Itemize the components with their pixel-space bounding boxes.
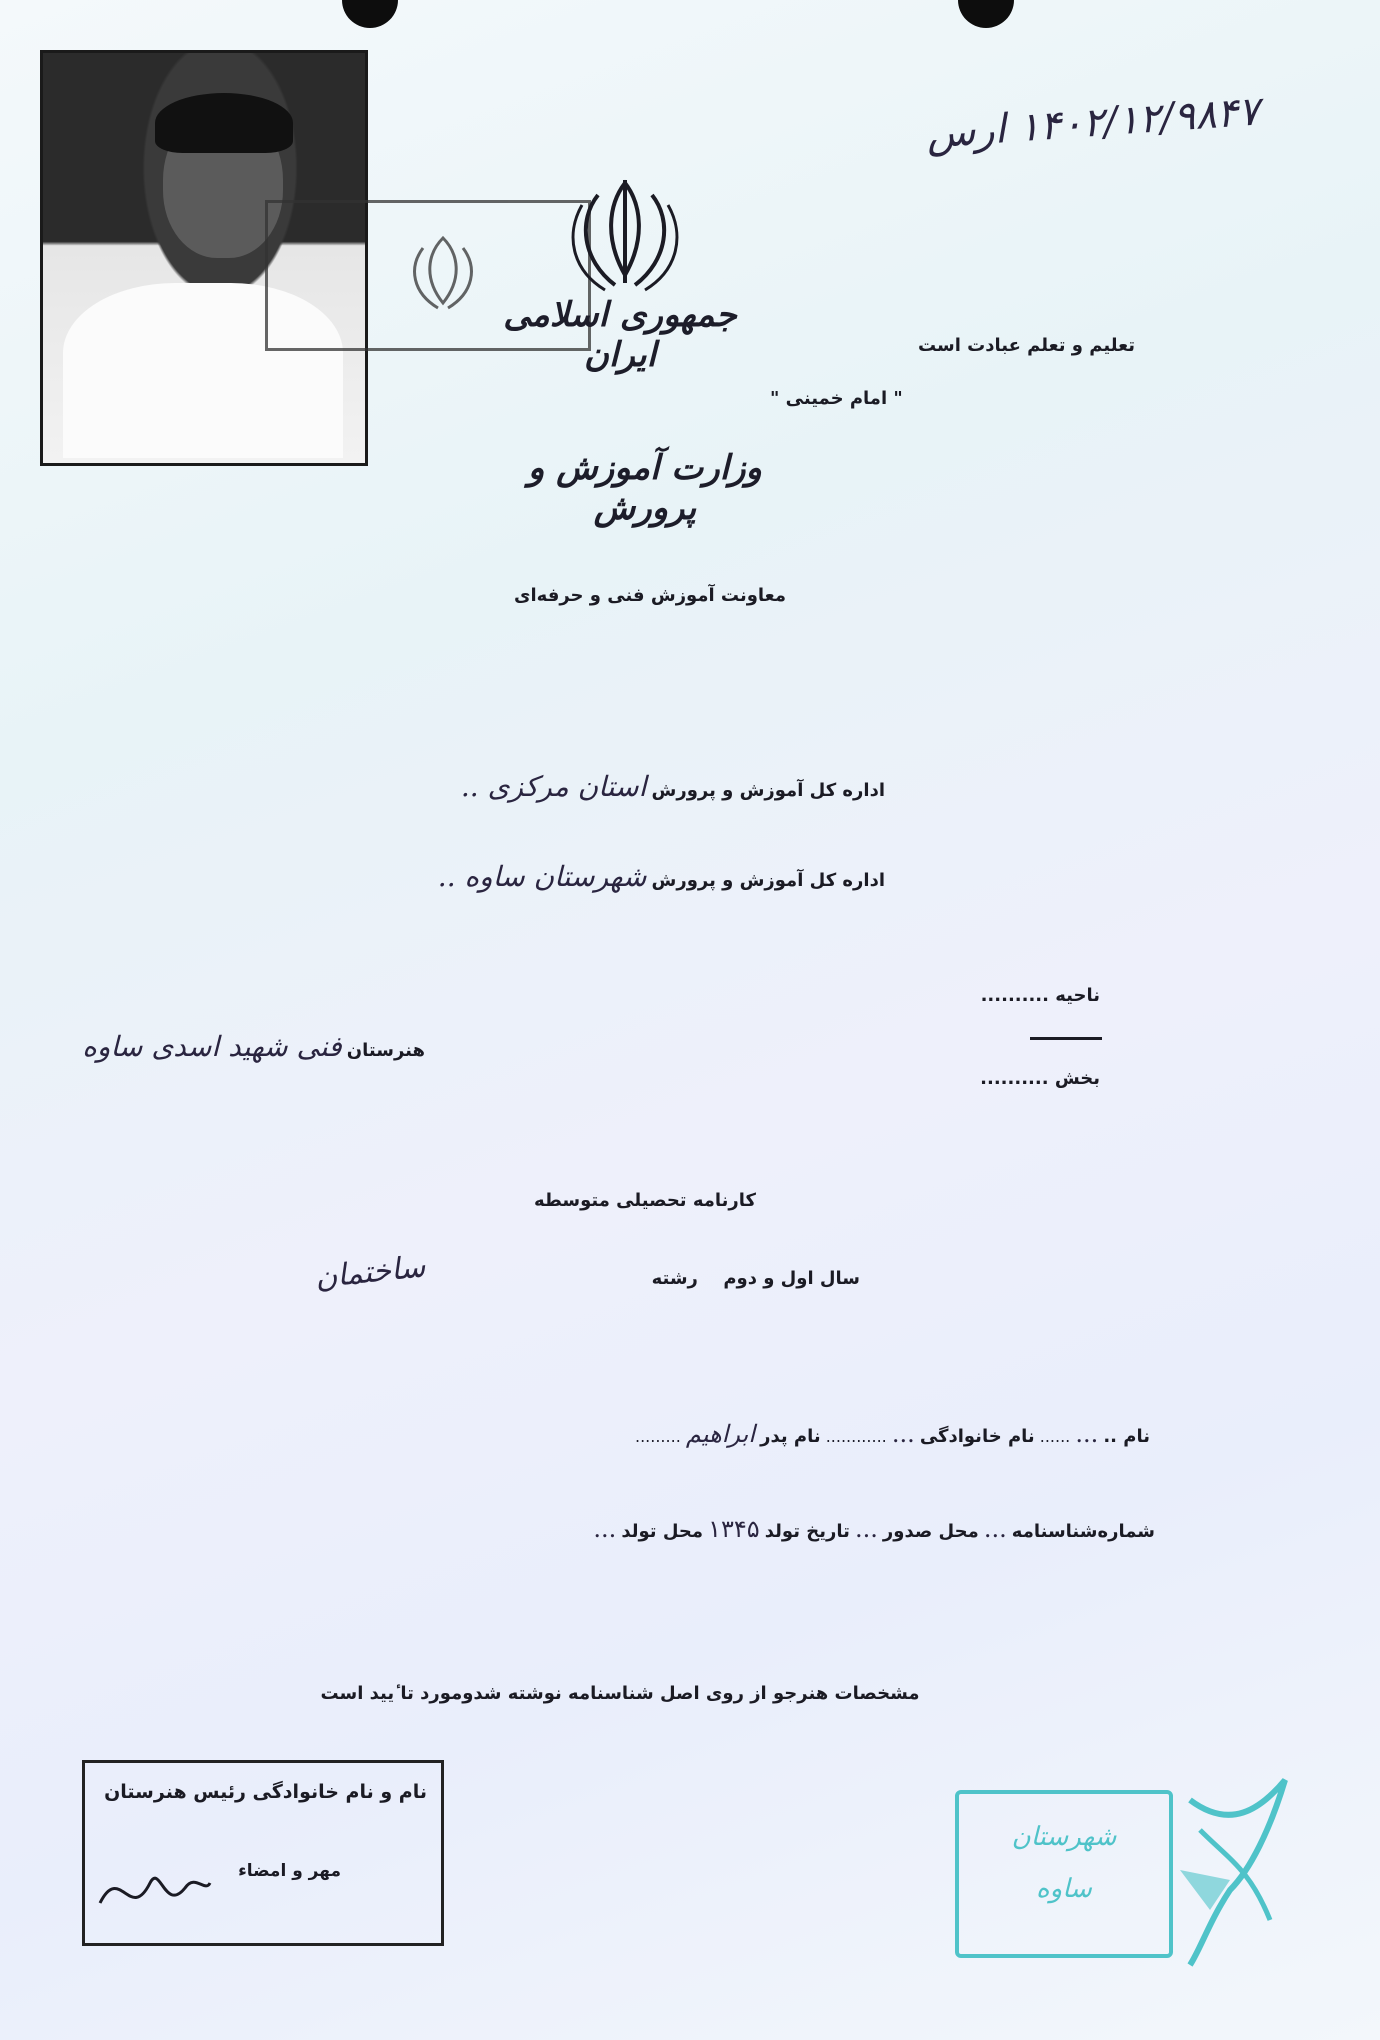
school-value: فنی شهید اسدی ساوه [82, 1030, 342, 1063]
city-label: اداره کل آموزش و پرورش [651, 870, 885, 891]
issue-value: ... [854, 1515, 878, 1543]
issue-label: محل صدور [882, 1521, 979, 1542]
report-title: کارنامه تحصیلی متوسطه [533, 1190, 756, 1211]
divider-line [1030, 1037, 1102, 1040]
name-value: ... [1075, 1420, 1099, 1448]
province-row [461, 770, 885, 803]
birth-place-label: محل تولد [621, 1521, 704, 1542]
school-label: هنرستان [346, 1040, 425, 1061]
school-row [82, 1030, 425, 1063]
city-stamp [955, 1790, 1173, 1958]
confirmation-text: مشخصات هنرجو از روی اصل شناسنامه نوشته شدومورد تا ٔیید است [320, 1683, 920, 1704]
signature-box-label: مهر و امضاء [238, 1861, 341, 1881]
family-value: ... [891, 1420, 915, 1448]
id-label: شماره‌شناسنامه [1011, 1521, 1155, 1542]
emblem-icon [398, 228, 488, 318]
province-label: اداره کل آموزش و پرورش [651, 780, 885, 801]
motto: تعلیم و تعلم عبادت است [917, 335, 1135, 356]
stamp-city-line2: ساوه [1036, 1874, 1092, 1904]
reference-number: ۱۴۰۲/۱۲/۹۸۴۷ ارس [925, 88, 1262, 158]
years-label: سال اول و دوم [723, 1268, 860, 1289]
ministry-title: وزارت آموزش و پرورش [528, 448, 762, 528]
name-label: نام .. [1103, 1426, 1150, 1447]
birth-date-label: تاریخ تولد [764, 1521, 850, 1542]
father-label: نام پدر [760, 1426, 821, 1447]
republic-title: جمهوری اسلامی ایران [503, 295, 737, 375]
birth-date-value: ۱۳۴۵ [708, 1515, 760, 1543]
family-label: نام خانوادگی [919, 1426, 1035, 1447]
principal-signature-box [82, 1760, 444, 1946]
field-label: رشته [651, 1268, 698, 1289]
motto-source: " امام خمینی " [770, 388, 903, 409]
birth-place-value: ... [593, 1515, 617, 1543]
section-label: بخش .......... [980, 1068, 1100, 1089]
city-row [438, 860, 885, 893]
punch-hole-left [342, 0, 398, 28]
punch-hole-right [958, 0, 1014, 28]
iran-emblem-icon [560, 175, 690, 295]
id-value: ... [983, 1515, 1007, 1543]
signature-icon [95, 1843, 215, 1933]
stamp-city-line1: شهرستان [1011, 1822, 1117, 1852]
field-value: ساختمان [313, 1249, 427, 1296]
seal-emblem-icon [1170, 1770, 1300, 1974]
signature-box-title: نام و نام خانوادگی رئیس هنرستان [104, 1781, 427, 1803]
id-row [593, 1515, 1155, 1543]
father-value: ابراهیم [685, 1420, 756, 1448]
years-field-row [652, 1268, 860, 1289]
deputy-title: معاونت آموزش فنی و حرفه‌ای [513, 585, 786, 606]
province-value: استان مرکزی .. [460, 770, 647, 803]
name-row: نام .. ... ...... نام خانوادگی ... ............ نام پدر ابراهیم ......... [635, 1420, 1150, 1448]
district-label: ناحیه .......... [980, 985, 1100, 1006]
city-value: شهرستان ساوه .. [437, 860, 647, 893]
